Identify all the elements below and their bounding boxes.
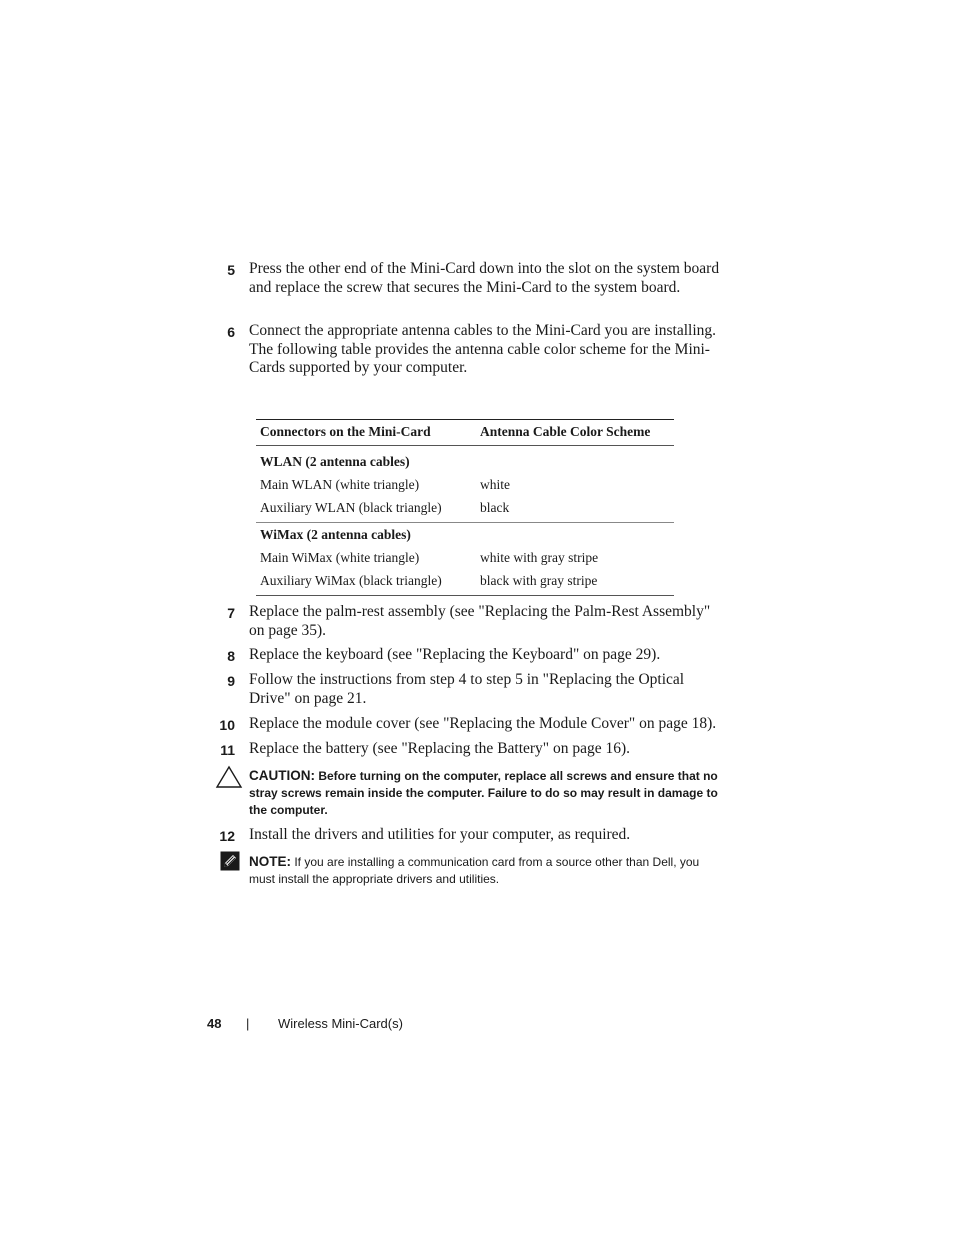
step-text: Replace the battery (see "Replacing the Battery" on page 16). [249, 740, 631, 757]
step-number: 10 [219, 717, 235, 733]
step-number: 9 [227, 673, 235, 689]
step-paragraph: Press the other end of the Mini-Card down into the slot on the system board and replace the screw that secures the Mini-Card to the system board. [249, 260, 720, 296]
table-row [256, 569, 674, 596]
note-label: NOTE: [249, 854, 291, 869]
step-paragraph: Connect the appropriate antenna cables to the Mini-Card you are installing. [249, 322, 717, 339]
group-title: WLAN (2 antenna cables) [260, 453, 410, 469]
footer-separator: | [246, 1016, 250, 1031]
connector-cell: Auxiliary WiMax (black triangle) [260, 572, 442, 588]
step-text: Install the drivers and utilities for your computer, as required. [249, 826, 631, 843]
color-cell: black with gray stripe [480, 572, 598, 588]
connector-cell: Main WLAN (white triangle) [260, 476, 420, 492]
step-number: 12 [219, 828, 235, 844]
color-cell: white [480, 476, 510, 492]
caution-notice [249, 767, 719, 819]
table-row [256, 496, 674, 523]
color-cell: white with gray stripe [480, 549, 599, 565]
caution-text: Before turning on the computer, replace all screws and ensure that no stray screws remain inside the computer. Failure to do so may result in damage to the computer. [249, 769, 718, 817]
step-text [249, 322, 724, 378]
column-header: Antenna Cable Color Scheme [480, 424, 651, 439]
note-notice [249, 853, 719, 888]
step-text: Replace the keyboard (see "Replacing the Keyboard" on page 29). [249, 646, 661, 663]
note-pencil-icon [220, 851, 240, 871]
step-number: 6 [227, 324, 235, 340]
note-text: If you are installing a communication card from a source other than Dell, you must install the appropriate drivers and utilities. [249, 855, 700, 886]
caution-triangle-icon [215, 765, 243, 789]
table-row [256, 473, 674, 496]
table-group-row [256, 446, 674, 474]
antenna-cable-table [256, 419, 674, 596]
step-paragraph: The following table provides the antenna cable color scheme for the Mini-Cards supported by your computer. [249, 340, 710, 376]
table-header-row [256, 420, 674, 446]
connector-cell: Auxiliary WLAN (black triangle) [260, 499, 442, 515]
step-text: Replace the palm-rest assembly (see "Replacing the Palm-Rest Assembly" on page 35). [249, 603, 711, 639]
section-title: Wireless Mini-Card(s) [278, 1016, 403, 1031]
color-cell: black [480, 499, 510, 515]
step-number: 8 [227, 648, 235, 664]
caution-label: CAUTION: [249, 768, 315, 783]
column-header: Connectors on the Mini-Card [260, 424, 431, 439]
group-title: WiMax (2 antenna cables) [260, 526, 411, 542]
page-number: 48 [207, 1016, 222, 1031]
table-row [256, 546, 674, 569]
step-text [249, 260, 724, 297]
connector-cell: Main WiMax (white triangle) [260, 549, 420, 565]
step-number: 11 [220, 742, 235, 758]
step-number: 7 [227, 605, 235, 621]
table-group-row [256, 523, 674, 547]
step-text: Replace the module cover (see "Replacing the Module Cover" on page 18). [249, 715, 717, 732]
step-text: Follow the instructions from step 4 to step 5 in "Replacing the Optical Drive" on page 21. [249, 671, 685, 707]
step-number: 5 [227, 262, 235, 278]
